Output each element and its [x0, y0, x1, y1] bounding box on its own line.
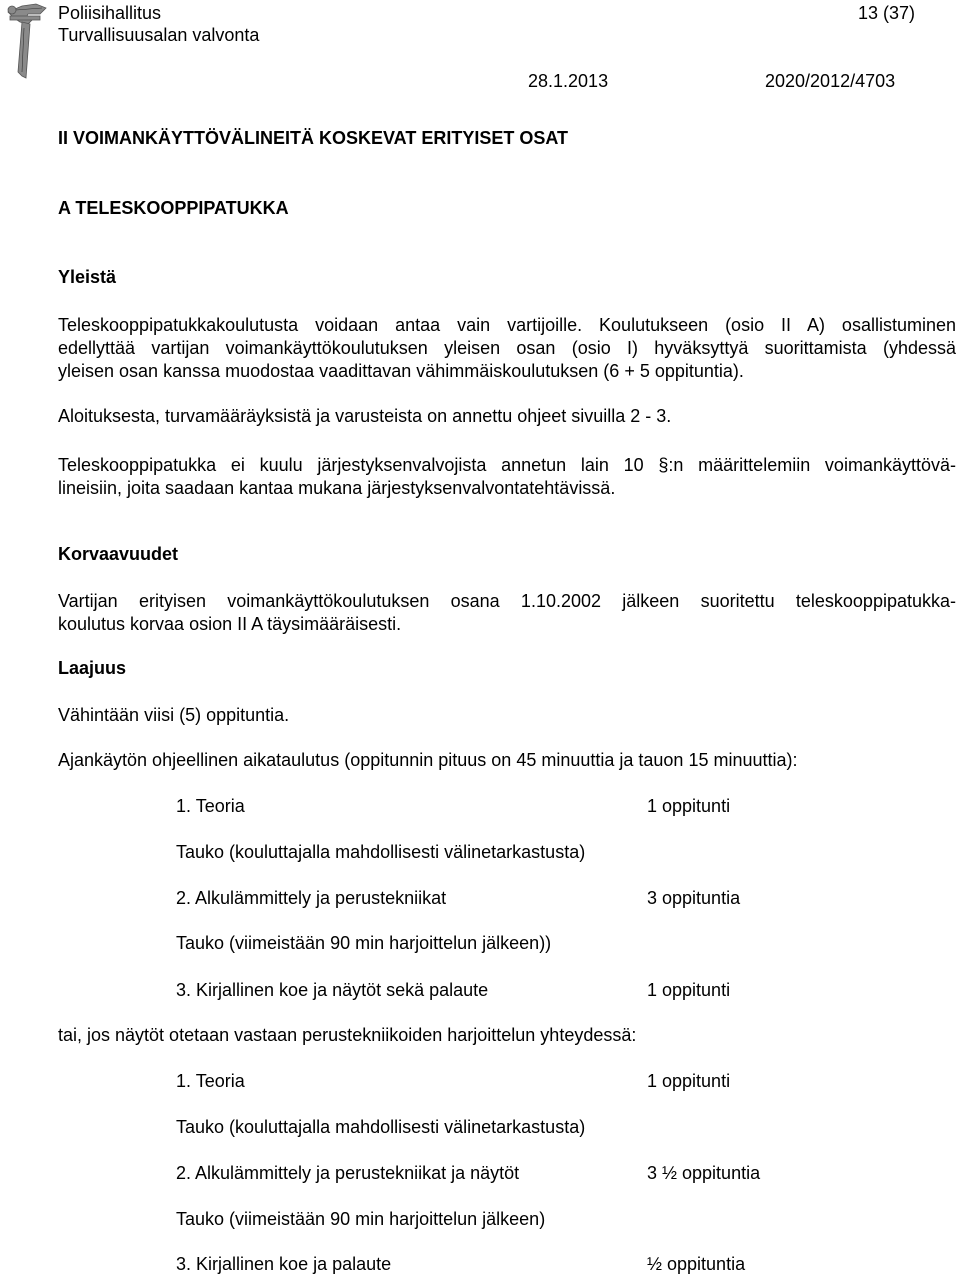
section-title: II VOIMANKÄYTTÖVÄLINEITÄ KOSKEVAT ERITYISET OSAT: [58, 128, 569, 148]
schedule-b-item: 2. Alkulämmittely ja perustekniikat ja näytöt: [176, 1163, 520, 1183]
schedule-b-item: 1. Teoria: [176, 1071, 245, 1091]
document-date: 28.1.2013: [528, 71, 609, 91]
general-paragraph-1-line-2: edellyttää vartijan voimankäyttökoulutuksen yleisen osan (osio I) hyväksyttyä suorittamista (yhdessä: [58, 338, 956, 358]
general-paragraph-1-line-1: Teleskooppipatukkakoulutusta voidaan antaa vain vartijoille. Koulutukseen (osio II A) osallistuminen: [58, 315, 956, 335]
general-paragraph-3-line-1: Teleskooppipatukka ei kuulu järjestyksenvalvojista annetun lain 10 §:n määrittelemiin voimankäyttövä-: [58, 455, 956, 475]
substitutions-line-2: koulutus korvaa osion II A täysimääräisesti.: [58, 614, 402, 634]
page-number: 13 (37): [858, 3, 916, 23]
schedule-b-amount: ½ oppituntia: [647, 1254, 746, 1274]
schedule-b-amount: 3 ½ oppituntia: [647, 1163, 761, 1183]
schedule-a-item: 1. Teoria: [176, 796, 245, 816]
general-paragraph-3-line-2: lineisiin, joita saadaan kantaa mukana järjestyksenvalvontatehtävissä.: [58, 478, 616, 498]
alternative-intro: tai, jos näytöt otetaan vastaan perustekniikoiden harjoittelun yhteydessä:: [58, 1025, 637, 1045]
heading-general: Yleistä: [58, 267, 117, 287]
schedule-b-item: Tauko (kouluttajalla mahdollisesti välinetarkastusta): [176, 1117, 586, 1137]
schedule-b-item: Tauko (viimeistään 90 min harjoittelun jälkeen): [176, 1209, 546, 1229]
general-paragraph-2: Aloituksesta, turvamääräyksistä ja varusteista on annettu ohjeet sivuilla 2 - 3.: [58, 406, 672, 426]
police-sword-emblem-icon: [2, 2, 52, 80]
unit-name: Turvallisuusalan valvonta: [58, 25, 260, 45]
schedule-a-item: Tauko (viimeistään 90 min harjoittelun jälkeen)): [176, 933, 552, 953]
document-reference: 2020/2012/4703: [765, 71, 896, 91]
heading-scope: Laajuus: [58, 658, 127, 678]
schedule-intro: Ajankäytön ohjeellinen aikataulutus (oppitunnin pituus on 45 minuuttia ja tauon 15 minuuttia):: [58, 750, 798, 770]
schedule-a-item: 3. Kirjallinen koe ja näytöt sekä palaute: [176, 980, 489, 1000]
schedule-a-amount: 3 oppituntia: [647, 888, 741, 908]
org-name: Poliisihallitus: [58, 3, 162, 23]
sub-title: A TELESKOOPPIPATUKKA: [58, 198, 289, 218]
schedule-b-amount: 1 oppitunti: [647, 1071, 731, 1091]
general-paragraph-1-line-3: yleisen osan kanssa muodostaa vaadittavan vähimmäiskoulutuksen (6 + 5 oppituntia).: [58, 361, 744, 381]
scope-text: Vähintään viisi (5) oppituntia.: [58, 705, 290, 725]
substitutions-line-1: Vartijan erityisen voimankäyttökoulutuksen osana 1.10.2002 jälkeen suoritettu teleskooppipatukka-: [58, 591, 956, 611]
schedule-a-amount: 1 oppitunti: [647, 980, 731, 1000]
schedule-b-item: 3. Kirjallinen koe ja palaute: [176, 1254, 392, 1274]
schedule-a-amount: 1 oppitunti: [647, 796, 731, 816]
heading-substitutions: Korvaavuudet: [58, 544, 179, 564]
schedule-a-item: Tauko (kouluttajalla mahdollisesti välinetarkastusta): [176, 842, 586, 862]
schedule-a-item: 2. Alkulämmittely ja perustekniikat: [176, 888, 447, 908]
